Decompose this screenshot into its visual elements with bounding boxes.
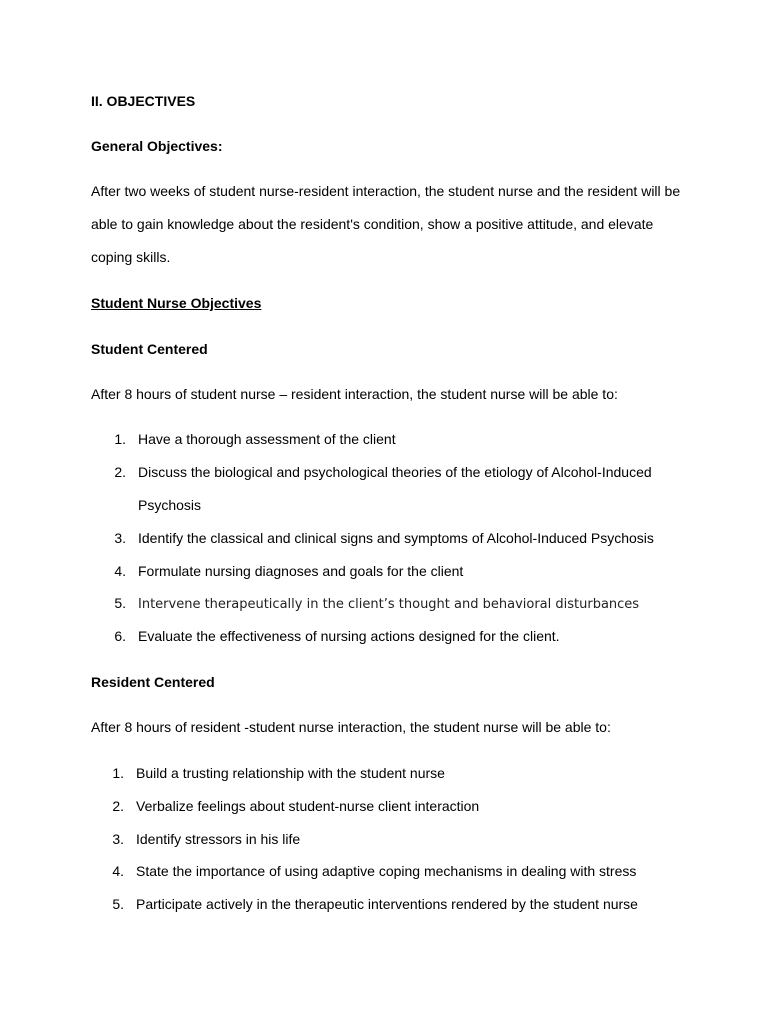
list-item-number: 2. xyxy=(114,464,126,480)
list-item: Intervene therapeutically in the client’s thought and behavioral disturbances xyxy=(138,597,640,612)
student-centered-title: Student Centered xyxy=(91,341,208,357)
list-item: Identify stressors in his life xyxy=(136,831,301,847)
list-item-number: 3. xyxy=(112,831,124,847)
general-objectives-title: General Objectives: xyxy=(91,138,223,154)
list-item: Have a thorough assessment of the client xyxy=(138,431,396,447)
list-item-number: 3. xyxy=(114,530,126,546)
student-centered-intro: After 8 hours of student nurse – resident interaction, the student nurse will be able to: xyxy=(91,386,618,402)
resident-centered-intro: After 8 hours of resident -student nurse interaction, the student nurse will be able to: xyxy=(91,719,611,735)
list-item: Discuss the biological and psychological theories of the etiology of Alcohol-Induced xyxy=(138,464,652,480)
list-item-number: 5. xyxy=(114,595,126,611)
list-item-number: 1. xyxy=(114,431,126,447)
list-item: Formulate nursing diagnoses and goals for the client xyxy=(138,563,464,579)
list-item: State the importance of using adaptive coping mechanisms in dealing with stress xyxy=(136,863,637,879)
list-item: Verbalize feelings about student-nurse client interaction xyxy=(136,798,480,814)
list-item-continuation: Psychosis xyxy=(138,497,202,513)
general-objectives-line-2: able to gain knowledge about the resident's condition, show a positive attitude, and elevate xyxy=(91,216,654,232)
list-item-number: 4. xyxy=(112,863,124,879)
resident-centered-title: Resident Centered xyxy=(91,674,215,690)
list-item: Build a trusting relationship with the student nurse xyxy=(136,765,445,781)
list-item-number: 1. xyxy=(112,765,124,781)
list-item-number: 6. xyxy=(114,628,126,644)
list-item-number: 4. xyxy=(114,563,126,579)
list-item: Identify the classical and clinical signs and symptoms of Alcohol-Induced Psychosis xyxy=(138,530,654,546)
list-item: Evaluate the effectiveness of nursing actions designed for the client. xyxy=(138,628,560,644)
general-objectives-line-1: After two weeks of student nurse-resident interaction, the student nurse and the resident will be xyxy=(91,183,681,199)
student-nurse-objectives-title: Student Nurse Objectives xyxy=(91,295,262,311)
general-objectives-line-3: coping skills. xyxy=(91,249,171,265)
section-heading: II. OBJECTIVES xyxy=(91,93,196,109)
list-item: Participate actively in the therapeutic interventions rendered by the student nurse xyxy=(136,896,638,912)
list-item-number: 5. xyxy=(112,896,124,912)
list-item-number: 2. xyxy=(112,798,124,814)
